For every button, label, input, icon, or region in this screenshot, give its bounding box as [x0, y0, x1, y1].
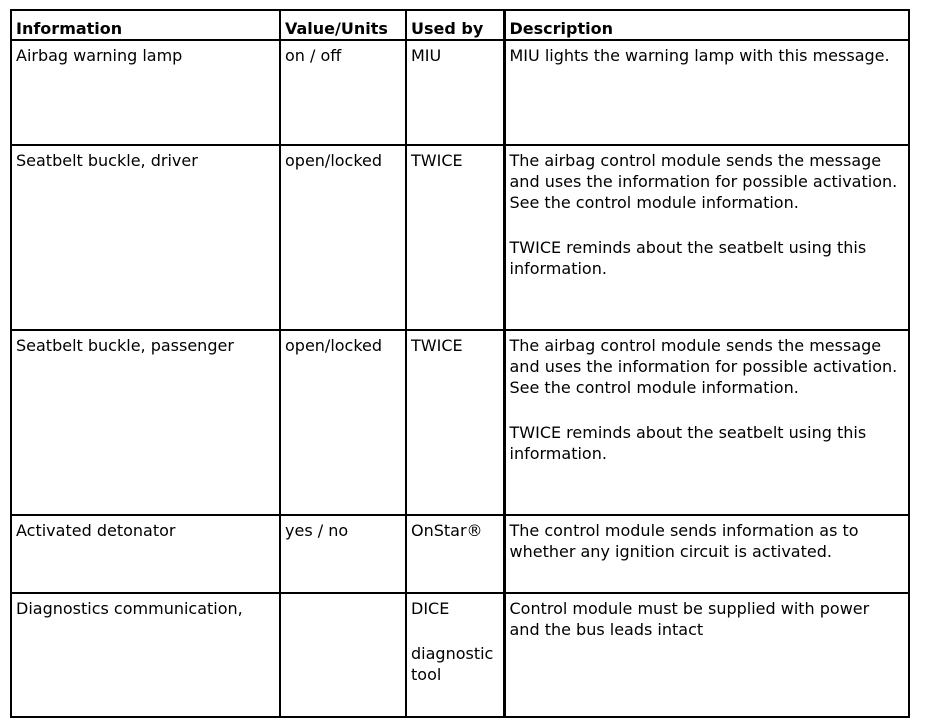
- description-paragraph: The airbag control module sends the message and uses the information for possible activation. See the control module information.: [509, 336, 898, 397]
- information-table: [10, 9, 910, 718]
- cell-information: Seatbelt buckle, driver: [11, 145, 280, 330]
- used-by-item: OnStar®: [411, 521, 483, 540]
- cell-information: Diagnostics communication,: [11, 593, 280, 717]
- description-paragraph: MIU lights the warning lamp with this message.: [509, 46, 890, 65]
- cell-value: yes / no: [280, 515, 406, 593]
- header-row: [11, 10, 909, 40]
- table-row: [11, 145, 909, 330]
- header-value-units: Value/Units: [280, 10, 406, 40]
- used-by-item: diagnostic tool: [411, 644, 494, 684]
- header-used-by: Used by: [406, 10, 504, 40]
- cell-information: Airbag warning lamp: [11, 40, 280, 145]
- cell-used-by: [406, 145, 504, 330]
- cell-used-by: [406, 515, 504, 593]
- header-information: Information: [11, 10, 280, 40]
- cell-used-by: [406, 593, 504, 717]
- description-paragraph: TWICE reminds about the seatbelt using this information.: [509, 423, 867, 463]
- cell-description: [504, 515, 909, 593]
- table-row: [11, 40, 909, 145]
- cell-description: [504, 40, 909, 145]
- cell-used-by: [406, 40, 504, 145]
- cell-value: on / off: [280, 40, 406, 145]
- cell-value: open/locked: [280, 330, 406, 515]
- cell-description: [504, 330, 909, 515]
- used-by-item: TWICE: [411, 151, 463, 170]
- cell-information: Activated detonator: [11, 515, 280, 593]
- cell-value: open/locked: [280, 145, 406, 330]
- table-row: [11, 515, 909, 593]
- cell-information: Seatbelt buckle, passenger: [11, 330, 280, 515]
- header-description: Description: [504, 10, 909, 40]
- cell-description: [504, 593, 909, 717]
- cell-description: [504, 145, 909, 330]
- cell-used-by: [406, 330, 504, 515]
- used-by-item: TWICE: [411, 336, 463, 355]
- description-paragraph: The airbag control module sends the message and uses the information for possible activation. See the control module information.: [509, 151, 898, 212]
- table-row: [11, 593, 909, 717]
- description-paragraph: TWICE reminds about the seatbelt using this information.: [509, 238, 867, 278]
- description-paragraph: Control module must be supplied with power and the bus leads intact: [509, 599, 870, 639]
- used-by-item: DICE: [411, 599, 450, 618]
- used-by-item: MIU: [411, 46, 442, 65]
- cell-value: [280, 593, 406, 717]
- description-paragraph: The control module sends information as to whether any ignition circuit is activated.: [509, 521, 859, 561]
- table-row: [11, 330, 909, 515]
